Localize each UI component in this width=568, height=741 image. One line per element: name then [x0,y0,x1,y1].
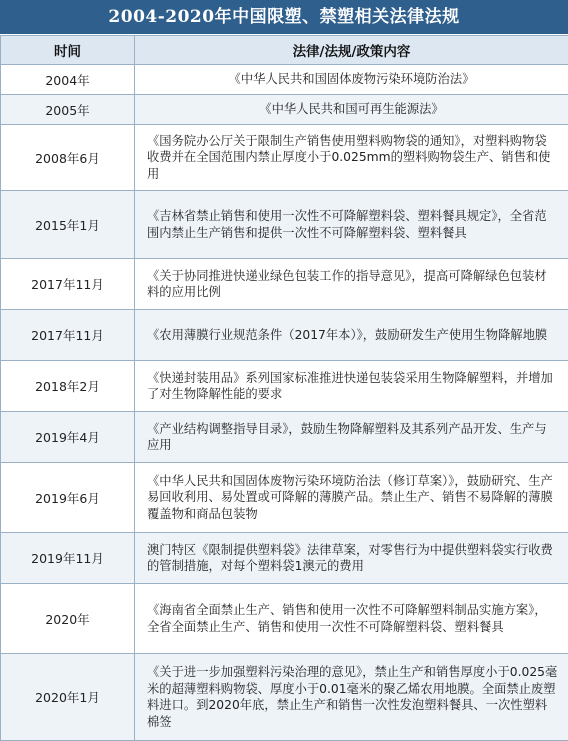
page-title: 2004-2020年中国限塑、禁塑相关法律法规 [0,0,568,34]
row-time: 2015年1月 [1,191,135,259]
row-content: 《关于进一步加强塑料污染治理的意见》，禁止生产和销售厚度小于0.025毫米的超薄塑料购物袋、厚度小于0.01毫米的聚乙烯农用地膜。全面禁止废塑料进口。到2020年底，禁止生产和销售一次性发泡塑料餐具、一次性塑料棉签 [135,654,568,741]
row-time: 2020年1月 [1,654,135,741]
regulations-table [0,35,568,741]
row-content: 《中华人民共和国固体废物污染环境防治法（修订草案）》，鼓励研究、生产易回收利用、易处置或可降解的薄膜产品。禁止生产、销售不易降解的薄膜覆盖物和商品包装物 [135,463,568,533]
table-row [1,65,568,95]
row-time: 2004年 [1,65,135,95]
row-time: 2005年 [1,95,135,125]
row-time: 2019年11月 [1,533,135,584]
column-header-content: 法律/法规/政策内容 [135,36,568,65]
table-row [1,412,568,463]
row-time: 2017年11月 [1,259,135,310]
row-time: 2017年11月 [1,310,135,361]
row-content: 《中华人民共和国固体废物污染环境防治法》 [135,65,568,95]
row-content: 《吉林省禁止销售和使用一次性不可降解塑料袋、塑料餐具规定》，全省范围内禁止生产销售和提供一次性不可降解塑料袋、塑料餐具 [135,191,568,259]
row-content: 《快递封装用品》系列国家标准推进快递包装袋采用生物降解塑料，并增加了对生物降解性能的要求 [135,361,568,412]
row-time: 2008年6月 [1,125,135,191]
table-row [1,310,568,361]
row-content: 《国务院办公厅关于限制生产销售使用塑料购物袋的通知》，对塑料购物袋收费并在全国范围内禁止厚度小于0.025mm的塑料购物袋生产、销售和使用 [135,125,568,191]
row-time: 2019年4月 [1,412,135,463]
row-content: 澳门特区《限制提供塑料袋》法律草案，对零售行为中提供塑料袋实行收费的管制措施，对每个塑料袋1澳元的费用 [135,533,568,584]
row-time: 2018年2月 [1,361,135,412]
table-row [1,191,568,259]
table-row [1,654,568,741]
table-row [1,95,568,125]
table-header-row [1,36,568,65]
column-header-time: 时间 [1,36,135,65]
row-content: 《关于协同推进快递业绿色包装工作的指导意见》，提高可降解绿色包装材料的应用比例 [135,259,568,310]
table-row [1,533,568,584]
table-row [1,361,568,412]
row-time: 2019年6月 [1,463,135,533]
row-content: 《产业结构调整指导目录》，鼓励生物降解塑料及其系列产品开发、生产与应用 [135,412,568,463]
row-content: 《海南省全面禁止生产、销售和使用一次性不可降解塑料制品实施方案》，全省全面禁止生产、销售和使用一次性不可降解塑料袋、塑料餐具 [135,584,568,654]
table-row [1,584,568,654]
table-row [1,125,568,191]
row-content: 《农用薄膜行业规范条件（2017年本）》，鼓励研发生产使用生物降解地膜 [135,310,568,361]
table-row [1,463,568,533]
row-content: 《中华人民共和国可再生能源法》 [135,95,568,125]
row-time: 2020年 [1,584,135,654]
table-row [1,259,568,310]
